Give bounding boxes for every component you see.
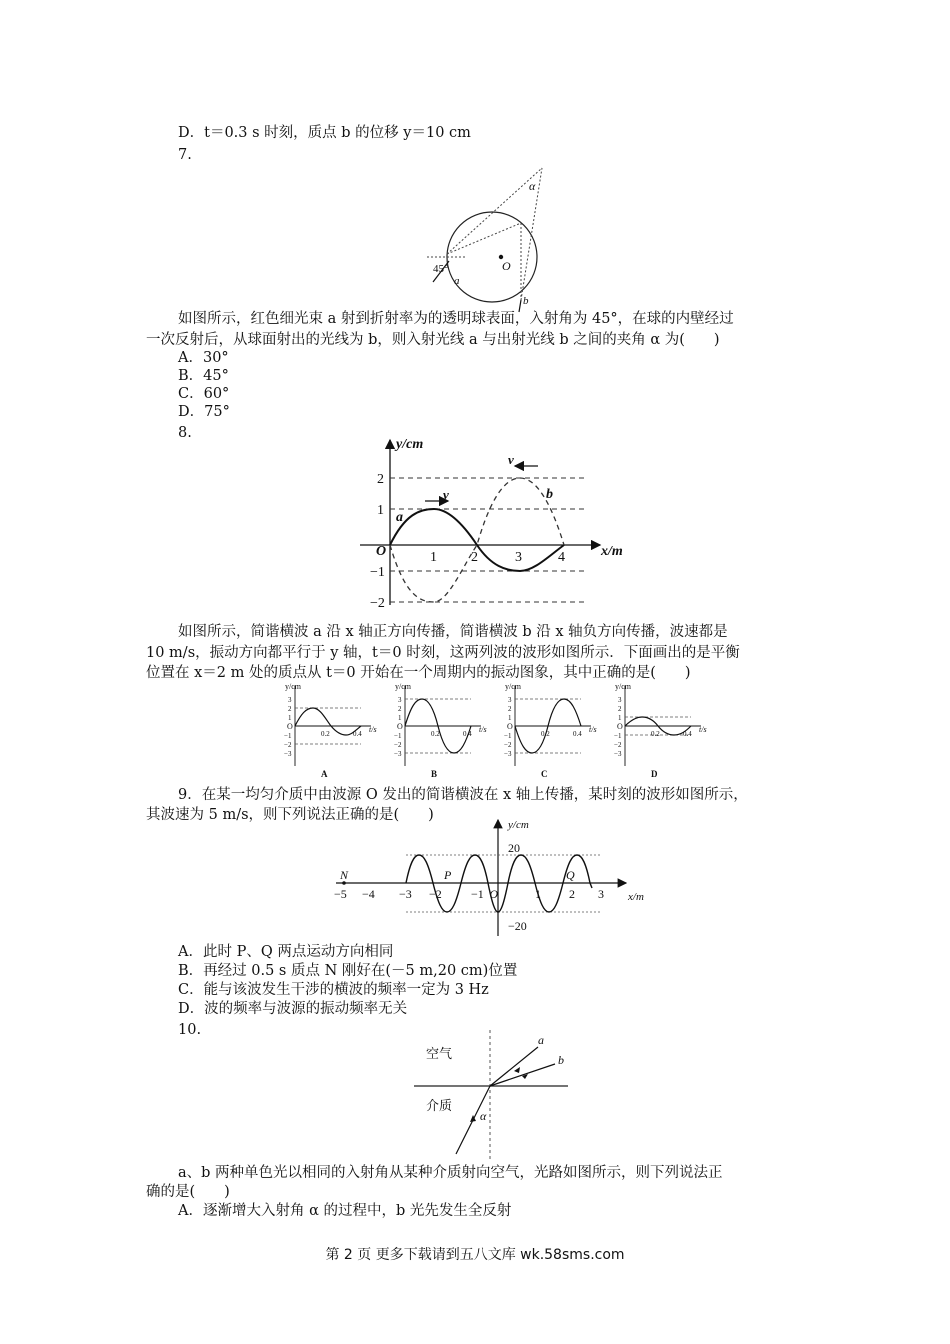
svg-text:1: 1 (508, 714, 512, 722)
svg-text:O: O (397, 722, 403, 731)
air-label: 空气 (426, 1046, 453, 1061)
wave-b (390, 478, 564, 602)
y-tick-neg2: −2 (370, 596, 385, 611)
y-tick-neg20: −20 (508, 919, 527, 933)
q6-option-d: D．t＝0.3 s 时刻，质点 b 的位移 y＝10 cm (178, 125, 471, 141)
q7-option-c: C．60° (178, 386, 230, 402)
svg-text:y/cm: y/cm (505, 682, 521, 691)
svg-text:O: O (617, 722, 623, 731)
x-tick-neg3: −3 (399, 887, 412, 901)
svg-text:2: 2 (288, 705, 292, 713)
svg-text:1: 1 (618, 714, 622, 722)
svg-text:−2: −2 (284, 741, 292, 749)
extended-ray-a (447, 168, 542, 254)
ray-a-arrow (514, 1067, 520, 1073)
refracted-ray-b (490, 1064, 555, 1086)
q10-number: 10. (178, 1022, 202, 1038)
option-chart-a (284, 682, 377, 779)
chart-c-label: C (541, 769, 548, 779)
x-tick-1: 1 (430, 550, 437, 565)
svg-text:−2: −2 (394, 741, 402, 749)
refracted-ray-a (490, 1047, 538, 1086)
q7-text-2: 一次反射后，从球面射出的光线为 b，则入射光线 a 与出射光线 b 之间的夹角 α 为( ) (146, 332, 720, 348)
wave-a-label: a (396, 510, 403, 525)
ray-b-label: b (558, 1053, 564, 1067)
x-tick-neg2: −2 (429, 887, 442, 901)
svg-text:y/cm: y/cm (615, 682, 631, 691)
svg-text:3: 3 (398, 696, 402, 704)
svg-text:t/s: t/s (699, 725, 707, 734)
svg-text:−3: −3 (394, 750, 402, 758)
x-tick-neg1: −1 (471, 887, 484, 901)
medium-label: 介质 (426, 1098, 453, 1113)
svg-text:−1: −1 (614, 732, 622, 740)
svg-text:3: 3 (288, 696, 292, 704)
q8-wave-figure (350, 436, 640, 616)
chart-a-label: A (321, 769, 328, 779)
option-chart-c (504, 682, 597, 779)
q8-text-2: 10 m/s，振动方向都平行于 y 轴，t＝0 时刻，这两列波的波形如图所示．下面画出的是平衡 (146, 645, 740, 661)
svg-text:0.2: 0.2 (431, 730, 440, 738)
svg-text:0.4: 0.4 (463, 730, 472, 738)
svg-text:1: 1 (398, 714, 402, 722)
alpha-label: α (480, 1109, 487, 1123)
svg-text:−1: −1 (284, 732, 292, 740)
x-tick-1: 1 (535, 887, 541, 901)
svg-text:t/s: t/s (479, 725, 487, 734)
svg-text:−2: −2 (504, 741, 512, 749)
q8-number: 8. (178, 425, 192, 441)
q7-text-1: 如图所示，红色细光束 a 射到折射率为的透明球表面，入射角为 45°，在球的内壁经过 (178, 311, 734, 327)
svg-text:−2: −2 (614, 741, 622, 749)
svg-text:−3: −3 (284, 750, 292, 758)
label-o: O (489, 887, 498, 901)
ray-b-label: b (523, 295, 529, 307)
svg-text:3: 3 (508, 696, 512, 704)
x-tick-3: 3 (515, 550, 522, 565)
wave-b-label: b (546, 487, 553, 502)
q9-option-c: C．能与该波发生干涉的横波的频率一定为 3 Hz (178, 982, 489, 998)
velocity-b-label: v (508, 452, 514, 467)
svg-text:O: O (287, 722, 293, 731)
svg-text:0.4: 0.4 (683, 730, 692, 738)
svg-text:−1: −1 (394, 732, 402, 740)
svg-text:0.2: 0.2 (541, 730, 550, 738)
x-axis-label: x/m (601, 544, 623, 559)
velocity-a-label: v (443, 487, 449, 502)
q9-text-1: 9．在某一均匀介质中由波源 O 发出的简谐横波在 x 轴上传播，某时刻的波形如图所示， (178, 787, 748, 803)
chart-a-ylabel: y/cm (285, 682, 301, 691)
svg-text:t/s: t/s (589, 725, 597, 734)
q9-option-b: B．再经过 0.5 s 质点 N 刚好在(－5 m,20 cm)位置 (178, 963, 518, 979)
x-tick-neg5: −5 (334, 887, 347, 901)
q10-text-2: 确的是( ) (146, 1184, 230, 1200)
q7-option-b: B．45° (178, 368, 229, 384)
alpha-label: α (529, 179, 536, 193)
q10-option-a: A．逐渐增大入射角 α 的过程中，b 光先发生全反射 (178, 1203, 512, 1219)
svg-text:1: 1 (288, 714, 292, 722)
chart-b-label: B (431, 769, 438, 779)
q8-option-charts (275, 680, 705, 780)
x-tick-3: 3 (598, 887, 604, 901)
q9-option-a: A．此时 P、Q 两点运动方向相同 (178, 944, 394, 960)
svg-text:0.4: 0.4 (573, 730, 582, 738)
y-tick-1: 1 (377, 503, 384, 518)
reference-lines (390, 478, 586, 602)
svg-text:0.2: 0.2 (651, 730, 660, 738)
center-o-label: O (502, 259, 511, 273)
svg-text:−1: −1 (504, 732, 512, 740)
svg-text:2: 2 (508, 705, 512, 713)
ray-a-label: a (454, 275, 460, 287)
q8-text-1: 如图所示，简谐横波 a 沿 x 轴正方向传播，简谐横波 b 沿 x 轴负方向传播，波速都是 (178, 624, 728, 640)
y-tick-20: 20 (508, 841, 520, 855)
label-q: Q (566, 868, 575, 882)
option-chart-d (614, 682, 707, 779)
svg-text:t/s: t/s (369, 725, 377, 734)
x-tick-2: 2 (471, 550, 478, 565)
y-axis-label: y/cm (508, 819, 529, 831)
x-axis-label: x/m (628, 891, 644, 903)
q10-text-1: a、b 两种单色光以相同的入射角从某种介质射向空气，光路如图所示，则下列说法正 (178, 1165, 723, 1181)
svg-text:0.4: 0.4 (353, 730, 362, 738)
q7-number: 7. (178, 147, 192, 163)
svg-text:−3: −3 (504, 750, 512, 758)
svg-text:−3: −3 (614, 750, 622, 758)
svg-text:O: O (507, 722, 513, 731)
origin-label: O (376, 544, 387, 559)
angle-45-label: 45° (433, 263, 449, 275)
svg-text:3: 3 (618, 696, 622, 704)
label-n: N (340, 868, 349, 882)
q7-option-a: A．30° (178, 350, 229, 366)
q7-sphere-figure (425, 160, 555, 310)
x-tick-2: 2 (569, 887, 575, 901)
y-axis-label: y/cm (396, 437, 424, 452)
y-tick-2: 2 (377, 472, 384, 487)
chart-d-label: D (651, 769, 658, 779)
svg-text:2: 2 (618, 705, 622, 713)
page-footer: 第 2 页 更多下载请到五八文库 wk.58sms.com (325, 1247, 625, 1263)
x-tick-4: 4 (558, 550, 565, 565)
label-p: P (444, 868, 452, 882)
svg-text:2: 2 (398, 705, 402, 713)
q9-wave-figure (330, 818, 660, 938)
svg-text:0.2: 0.2 (321, 730, 330, 738)
svg-text:y/cm: y/cm (395, 682, 411, 691)
ray-a-label: a (538, 1033, 544, 1047)
option-chart-b (394, 682, 487, 779)
q9-option-d: D．波的频率与波源的振动频率无关 (178, 1001, 408, 1017)
q7-option-d: D．75° (178, 404, 230, 420)
y-tick-neg1: −1 (370, 565, 385, 580)
q9-text-2: 其波速为 5 m/s，则下列说法正确的是( ) (146, 807, 434, 823)
x-tick-neg4: −4 (362, 887, 375, 901)
q10-refraction-figure (410, 1030, 580, 1165)
q8-text-3: 位置在 x＝2 m 处的质点从 t＝0 开始在一个周期内的振动图象，其中正确的是( ) (146, 665, 691, 681)
